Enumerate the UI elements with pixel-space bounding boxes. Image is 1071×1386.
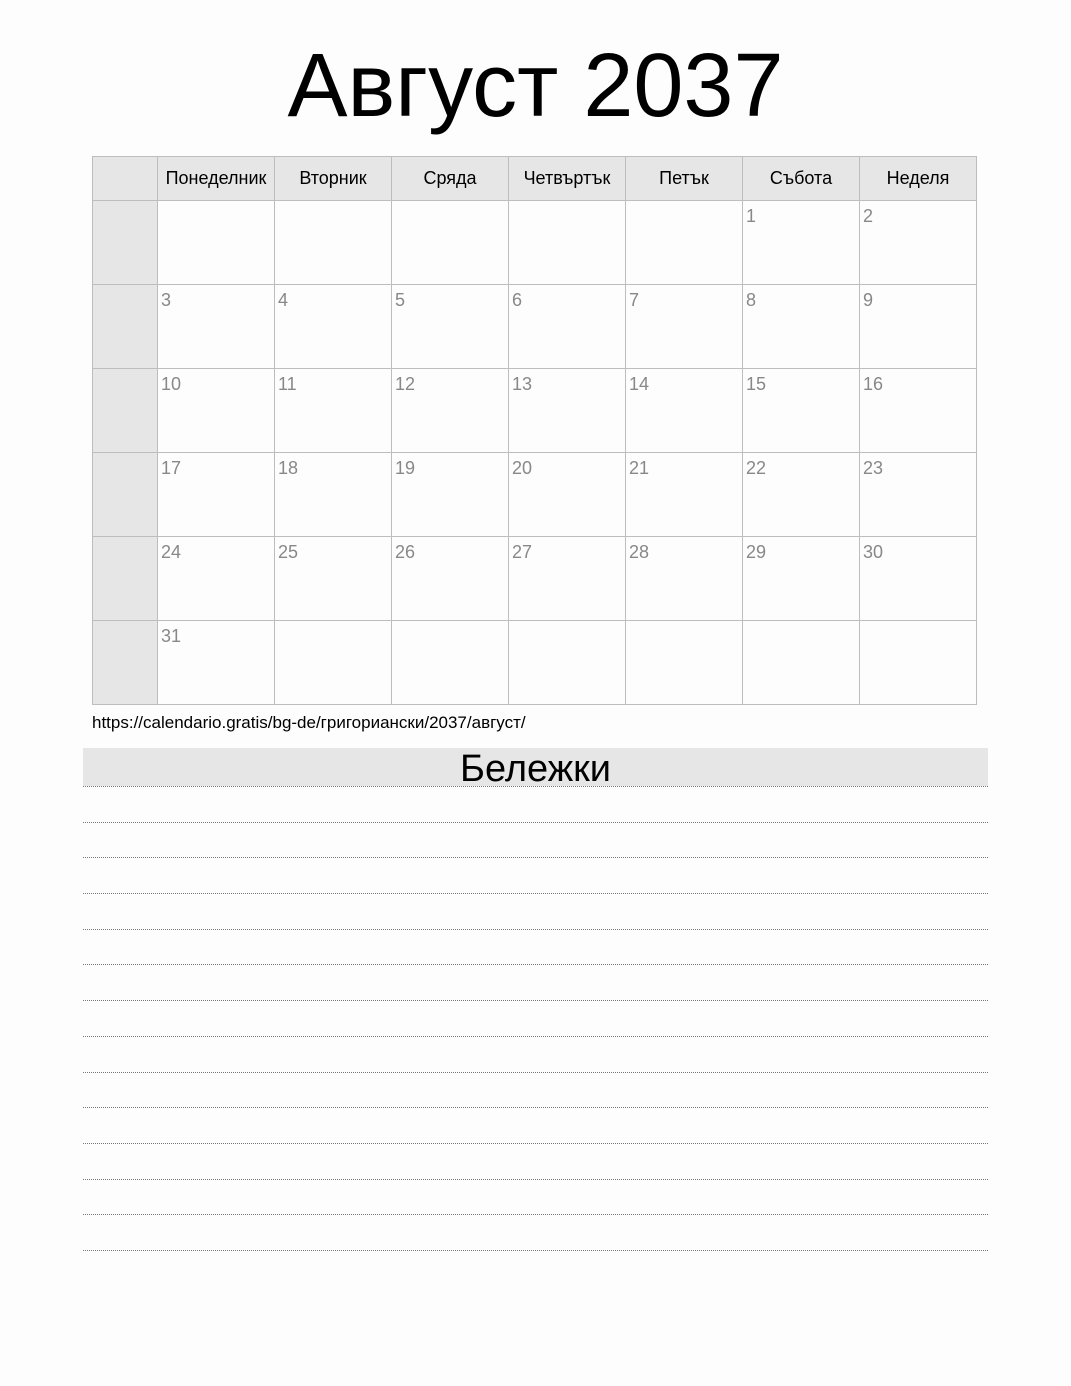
day-number: 18 <box>278 458 299 478</box>
note-line <box>83 1143 988 1144</box>
day-number: 29 <box>746 542 767 562</box>
note-line <box>83 964 988 965</box>
day-cell <box>743 621 860 705</box>
day-number <box>743 621 859 626</box>
note-line <box>83 1072 988 1073</box>
weekday-sunday: Неделя <box>860 157 977 201</box>
day-number: 19 <box>395 458 416 478</box>
day-cell <box>626 369 743 453</box>
day-number: 23 <box>863 458 884 478</box>
day-cell <box>743 453 860 537</box>
day-number: 27 <box>512 542 533 562</box>
day-cell <box>626 453 743 537</box>
week-number-cell <box>93 369 158 453</box>
day-number: 15 <box>746 374 767 394</box>
day-number <box>860 621 976 626</box>
day-number <box>509 201 625 206</box>
day-number: 9 <box>863 290 874 310</box>
day-cell <box>860 369 977 453</box>
day-number: 31 <box>161 626 182 646</box>
day-number: 30 <box>863 542 884 562</box>
day-number <box>392 621 508 626</box>
day-number: 11 <box>278 374 297 394</box>
week-number-cell <box>93 201 158 285</box>
day-number: 14 <box>629 374 650 394</box>
weekday-header-row <box>93 157 977 201</box>
day-cell <box>392 621 509 705</box>
note-line <box>83 1214 988 1215</box>
day-cell <box>626 285 743 369</box>
day-cell <box>275 537 392 621</box>
day-number <box>509 621 625 626</box>
day-cell <box>392 453 509 537</box>
day-number: 8 <box>746 290 757 310</box>
day-cell <box>743 537 860 621</box>
week-row <box>93 285 977 369</box>
note-line <box>83 822 988 823</box>
day-cell <box>158 285 275 369</box>
day-cell <box>860 453 977 537</box>
day-number: 24 <box>161 542 182 562</box>
day-cell <box>158 453 275 537</box>
day-number: 13 <box>512 374 533 394</box>
note-line <box>83 857 988 858</box>
day-number: 21 <box>629 458 650 478</box>
day-number <box>392 201 508 206</box>
day-cell <box>158 369 275 453</box>
week-row <box>93 621 977 705</box>
weekday-monday: Понеделник <box>158 157 275 201</box>
day-number: 5 <box>395 290 406 310</box>
weekday-saturday: Събота <box>743 157 860 201</box>
day-number: 22 <box>746 458 767 478</box>
week-row <box>93 369 977 453</box>
page-title: Август 2037 <box>287 36 784 136</box>
week-row <box>93 453 977 537</box>
day-number: 28 <box>629 542 650 562</box>
day-cell <box>743 201 860 285</box>
day-number: 2 <box>863 206 874 226</box>
day-cell <box>860 621 977 705</box>
note-line <box>83 1179 988 1180</box>
day-cell <box>743 285 860 369</box>
week-number-cell <box>93 621 158 705</box>
day-number <box>626 621 742 626</box>
day-number: 4 <box>278 290 289 310</box>
day-number: 1 <box>746 206 757 226</box>
week-row <box>93 537 977 621</box>
weekday-tuesday: Вторник <box>275 157 392 201</box>
day-cell <box>392 201 509 285</box>
day-cell <box>509 537 626 621</box>
weekday-wednesday: Сряда <box>392 157 509 201</box>
day-cell <box>509 621 626 705</box>
day-cell <box>392 285 509 369</box>
day-number <box>275 621 391 626</box>
day-cell <box>743 369 860 453</box>
day-number: 12 <box>395 374 416 394</box>
day-cell <box>626 201 743 285</box>
note-line <box>83 786 988 787</box>
day-cell <box>158 537 275 621</box>
note-line <box>83 893 988 894</box>
note-line <box>83 1107 988 1108</box>
day-number: 6 <box>512 290 523 310</box>
source-url-link[interactable]: https://calendario.gratis/bg-de/григориански/2037/август/ <box>92 713 526 732</box>
day-number: 20 <box>512 458 533 478</box>
weekday-thursday: Четвъртък <box>509 157 626 201</box>
day-cell <box>626 537 743 621</box>
day-cell <box>392 369 509 453</box>
notes-heading: Бележки <box>83 748 988 786</box>
day-cell <box>275 285 392 369</box>
note-line <box>83 1000 988 1001</box>
day-number <box>626 201 742 206</box>
day-cell <box>626 621 743 705</box>
week-number-cell <box>93 453 158 537</box>
weekday-friday: Петък <box>626 157 743 201</box>
note-line <box>83 929 988 930</box>
week-row <box>93 201 977 285</box>
week-number-cell <box>93 537 158 621</box>
note-line <box>83 1036 988 1037</box>
day-cell <box>509 285 626 369</box>
day-cell <box>158 621 275 705</box>
day-number <box>275 201 391 206</box>
week-number-header <box>93 157 158 201</box>
day-cell <box>275 453 392 537</box>
day-cell <box>860 285 977 369</box>
calendar-grid <box>92 156 977 705</box>
day-cell <box>275 201 392 285</box>
day-cell <box>392 537 509 621</box>
day-cell <box>860 537 977 621</box>
day-number: 17 <box>161 458 182 478</box>
day-number: 26 <box>395 542 416 562</box>
day-number: 7 <box>629 290 640 310</box>
day-number: 25 <box>278 542 299 562</box>
day-cell <box>860 201 977 285</box>
note-line <box>83 1250 988 1251</box>
week-number-cell <box>93 285 158 369</box>
day-cell <box>275 369 392 453</box>
day-number <box>158 201 274 206</box>
day-cell <box>509 369 626 453</box>
day-cell <box>275 621 392 705</box>
day-number: 16 <box>863 374 884 394</box>
day-cell <box>158 201 275 285</box>
day-number: 3 <box>161 290 172 310</box>
day-cell <box>509 201 626 285</box>
day-cell <box>509 453 626 537</box>
day-number: 10 <box>161 374 182 394</box>
